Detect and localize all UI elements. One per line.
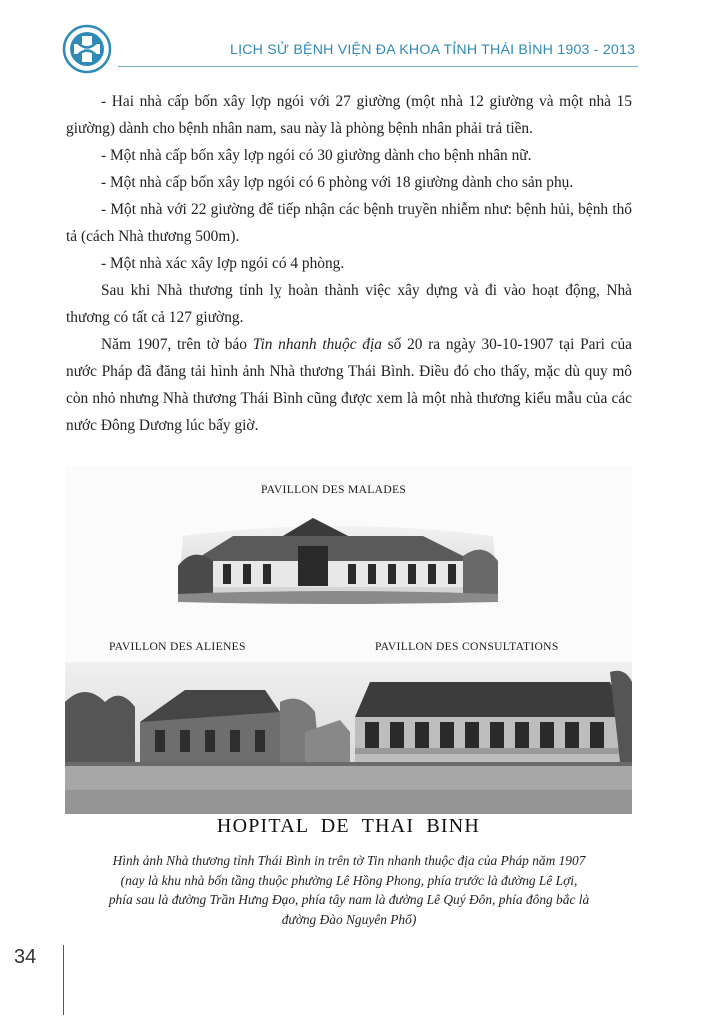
page-number-divider	[63, 945, 64, 1015]
hospital-cross-logo-icon	[62, 24, 112, 74]
paragraph-morgue: - Một nhà xác xây lợp ngói có 4 phòng.	[101, 255, 345, 272]
newspaper-title: Tin nhanh thuộc địa	[252, 336, 382, 353]
paragraph-female-ward: - Một nhà cấp bốn xây lợp ngói có 30 giường dành cho bệnh nhân nữ.	[101, 147, 532, 164]
figure-title: HOPITAL DE THAI BINH	[216, 815, 481, 837]
label-pavillon-consultations: PAVILLON DES CONSULTATIONS	[375, 640, 559, 653]
historic-hospital-figure	[65, 466, 632, 814]
caption-line: Hình ảnh Nhà thương tỉnh Thái Bình in trên tờ Tin nhanh thuộc địa của Pháp năm 1907	[112, 853, 586, 868]
caption-line: (nay là khu nhà bốn tầng thuộc phường Lê Hồng Phong, phía trước là đường Lê Lợi,	[120, 872, 578, 888]
paragraph-1907-newspaper: Năm 1907, trên tờ báo Tin nhanh thuộc địa số 20 ra ngày 30-10-1907 tại Pari của nước Pháp đã đăng tải hình ảnh Nhà thương Thái Bình. Điều đó cho thấy, mặc dù quy mô còn nhỏ nhưng Nhà thương Thái Bình cũng được xem là một nhà thương kiểu mẫu của các nước Đông Dương lúc bấy giờ.	[66, 336, 632, 434]
label-pavillon-alienes: PAVILLON DES ALIENES	[109, 640, 246, 653]
paragraph-infectious-ward: - Một nhà với 22 giường để tiếp nhận các bệnh truyền nhiễm như: bệnh hủi, bệnh thổ tả (cách Nhà thương 500m).	[66, 201, 632, 245]
caption-line: đường Đào Nguyên Phổ)	[281, 911, 417, 927]
photo-pavillon-alienes-consultations	[65, 662, 632, 814]
photo-pavillon-malades	[173, 506, 503, 606]
paragraph-total-beds: Sau khi Nhà thương tỉnh lỵ hoàn thành việc xây dựng và đi vào hoạt động, Nhà thương có tất cả 127 giường.	[66, 282, 632, 326]
paragraph-maternity-ward: - Một nhà cấp bốn xây lợp ngói có 6 phòng với 18 giường dành cho sản phụ.	[101, 174, 574, 191]
label-pavillon-malades: PAVILLON DES MALADES	[261, 483, 407, 496]
body-text	[66, 88, 632, 439]
page-header-title: LỊCH SỬ BỆNH VIỆN ĐA KHOA TỈNH THÁI BÌNH 1903 - 2013	[230, 42, 636, 58]
header-divider	[118, 66, 638, 67]
caption-line: phía sau là đường Trần Hưng Đạo, phía tây nam là đường Lê Quý Đôn, phía đông bắc là	[108, 892, 590, 907]
figure-caption	[80, 851, 618, 929]
paragraph-male-wards: - Hai nhà cấp bốn xây lợp ngói với 27 giường (một nhà 12 giường và một nhà 15 giường) dành cho bệnh nhân nam, sau này là phòng bệnh nhân phải trả tiền.	[66, 93, 632, 137]
page-number: 34	[14, 946, 37, 968]
